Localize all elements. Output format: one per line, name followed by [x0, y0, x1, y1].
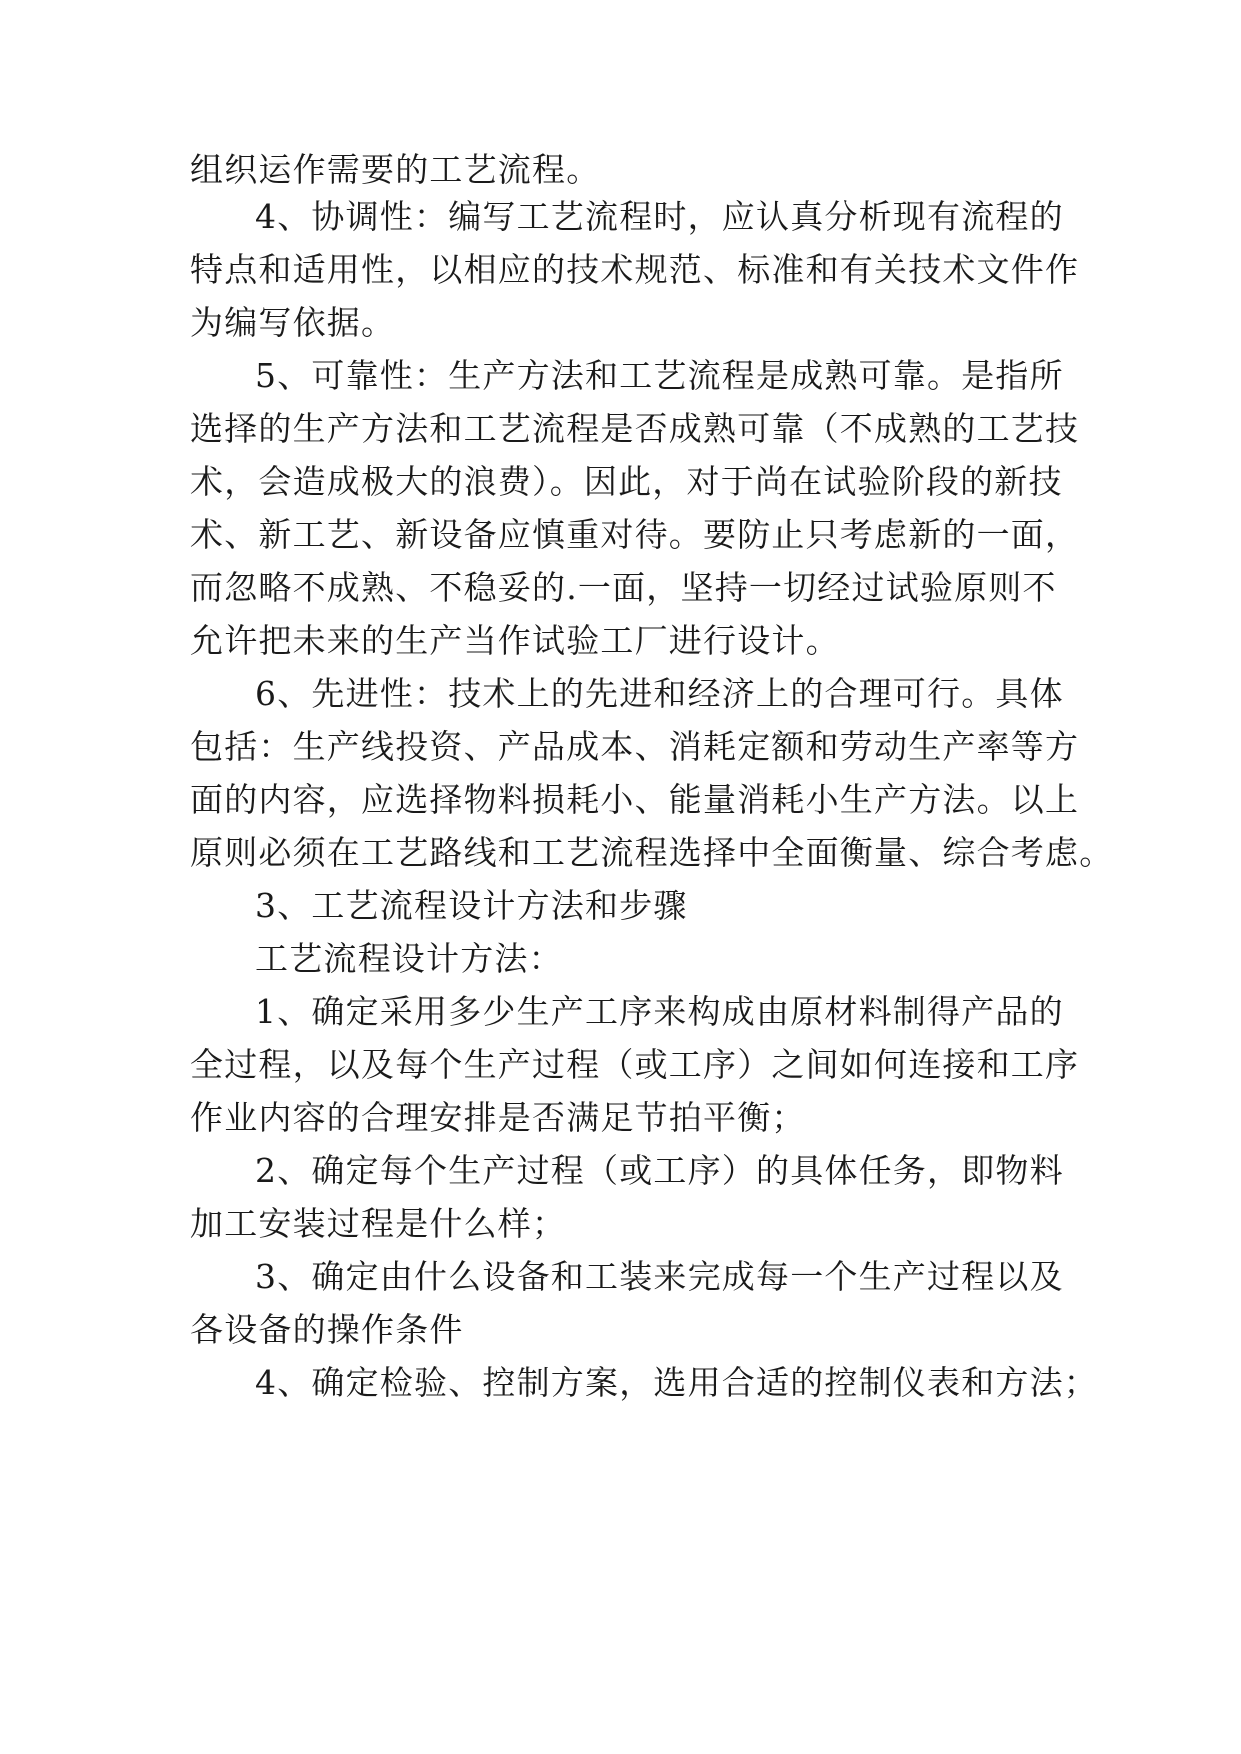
- text-line: 各设备的操作条件: [190, 1310, 464, 1349]
- text-line: 包括：生产线投资、产品成本、消耗定额和劳动生产率等方: [190, 727, 1080, 766]
- text-line: 4、协调性：编写工艺流程时，应认真分析现有流程的: [255, 197, 1064, 236]
- text-line: 3、确定由什么设备和工装来完成每一个生产过程以及: [255, 1257, 1064, 1296]
- text-line: 为编写依据。: [190, 303, 396, 342]
- text-line: 3、工艺流程设计方法和步骤: [255, 886, 688, 925]
- text-line: 面的内容，应选择物料损耗小、能量消耗小生产方法。以上: [190, 780, 1080, 819]
- text-line: 6、先进性：技术上的先进和经济上的合理可行。具体: [255, 674, 1064, 713]
- text-line: 工艺流程设计方法：: [255, 939, 563, 978]
- text-line: 原则必须在工艺路线和工艺流程选择中全面衡量、综合考虑。: [190, 833, 1114, 872]
- text-line: 1、确定采用多少生产工序来构成由原材料制得产品的: [255, 992, 1064, 1031]
- text-line: 特点和适用性，以相应的技术规范、标准和有关技术文件作: [190, 250, 1080, 289]
- text-line: 2、确定每个生产过程（或工序）的具体任务，即物料: [255, 1151, 1064, 1190]
- text-line: 术，会造成极大的浪费）。因此，对于尚在试验阶段的新技: [190, 462, 1063, 501]
- text-line: 全过程，以及每个生产过程（或工序）之间如何连接和工序: [190, 1045, 1080, 1084]
- text-line: 5、可靠性：生产方法和工艺流程是成熟可靠。是指所: [255, 356, 1064, 395]
- text-line: 而忽略不成熟、不稳妥的.一面，坚持一切经过试验原则不: [190, 568, 1057, 607]
- text-line: 加工安装过程是什么样；: [190, 1204, 567, 1243]
- text-line: 4、确定检验、控制方案，选用合适的控制仪表和方法；: [255, 1363, 1098, 1402]
- text-line: 允许把未来的生产当作试验工厂进行设计。: [190, 621, 840, 660]
- text-line: 作业内容的合理安排是否满足节拍平衡；: [190, 1098, 806, 1137]
- text-line: 选择的生产方法和工艺流程是否成熟可靠（不成熟的工艺技: [190, 409, 1080, 448]
- text-line: 组织运作需要的工艺流程。: [190, 150, 601, 189]
- text-line: 术、新工艺、新设备应慎重对待。要防止只考虑新的一面，: [190, 515, 1080, 554]
